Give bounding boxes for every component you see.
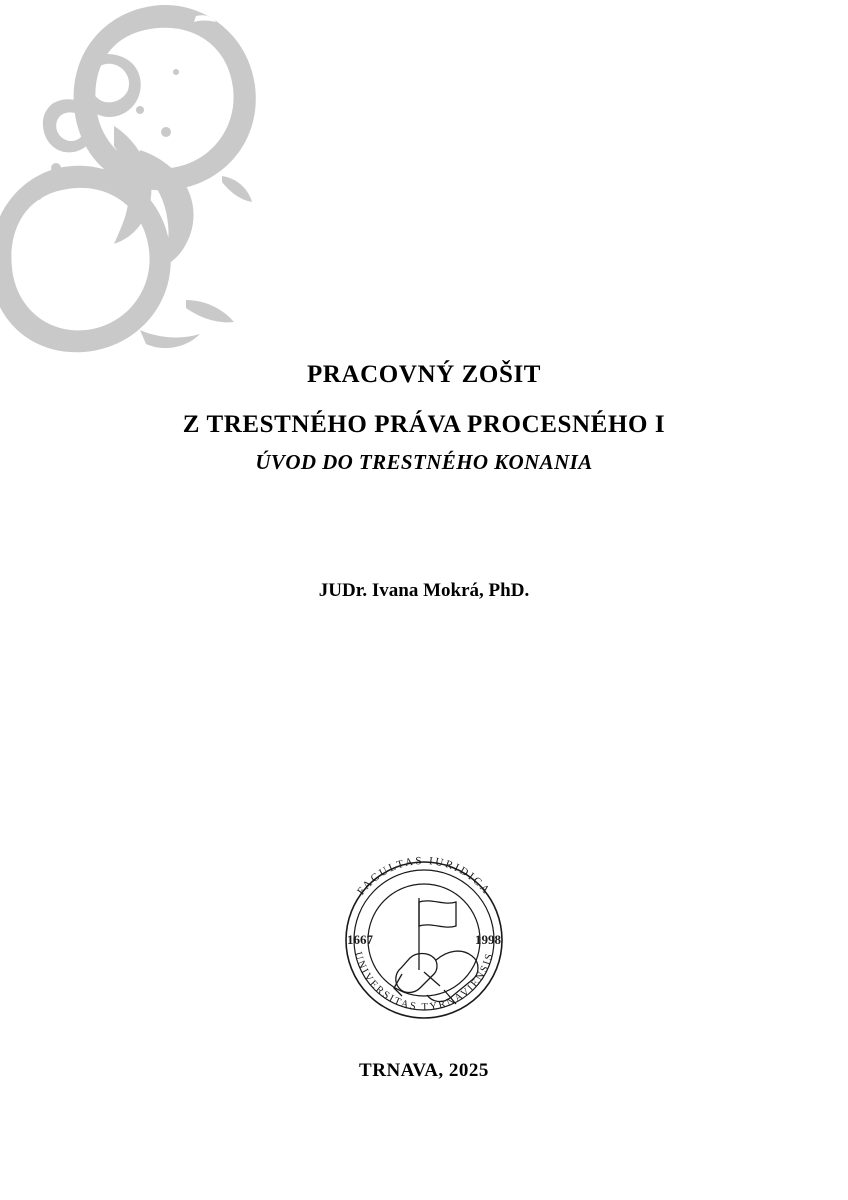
document-title-line-1: PRACOVNÝ ZOŠIT: [306, 361, 542, 388]
svg-text:UNIVERSITAS TYRNAVIENSIS: UNIVERSITAS TYRNAVIENSIS: [352, 950, 496, 1014]
svg-text:1998: 1998: [475, 932, 501, 947]
svg-text:FACULTAS IURIDICA: FACULTAS IURIDICA: [355, 854, 493, 898]
handcuffs-illustration: [0, 0, 320, 390]
faculty-seal-icon: [324, 840, 524, 1040]
place-and-year: TRNAVA, 2025: [359, 1060, 489, 1081]
document-subtitle: ÚVOD DO TRESTNÉHO KONANIA: [255, 450, 593, 474]
emblem-container: [0, 840, 848, 1045]
title-block: [0, 360, 848, 475]
document-title-line-2: Z TRESTNÉHO PRÁVA PROCESNÉHO I: [182, 411, 666, 438]
document-author: JUDr. Ivana Mokrá, PhD.: [318, 580, 530, 601]
svg-text:1667: 1667: [347, 932, 373, 947]
